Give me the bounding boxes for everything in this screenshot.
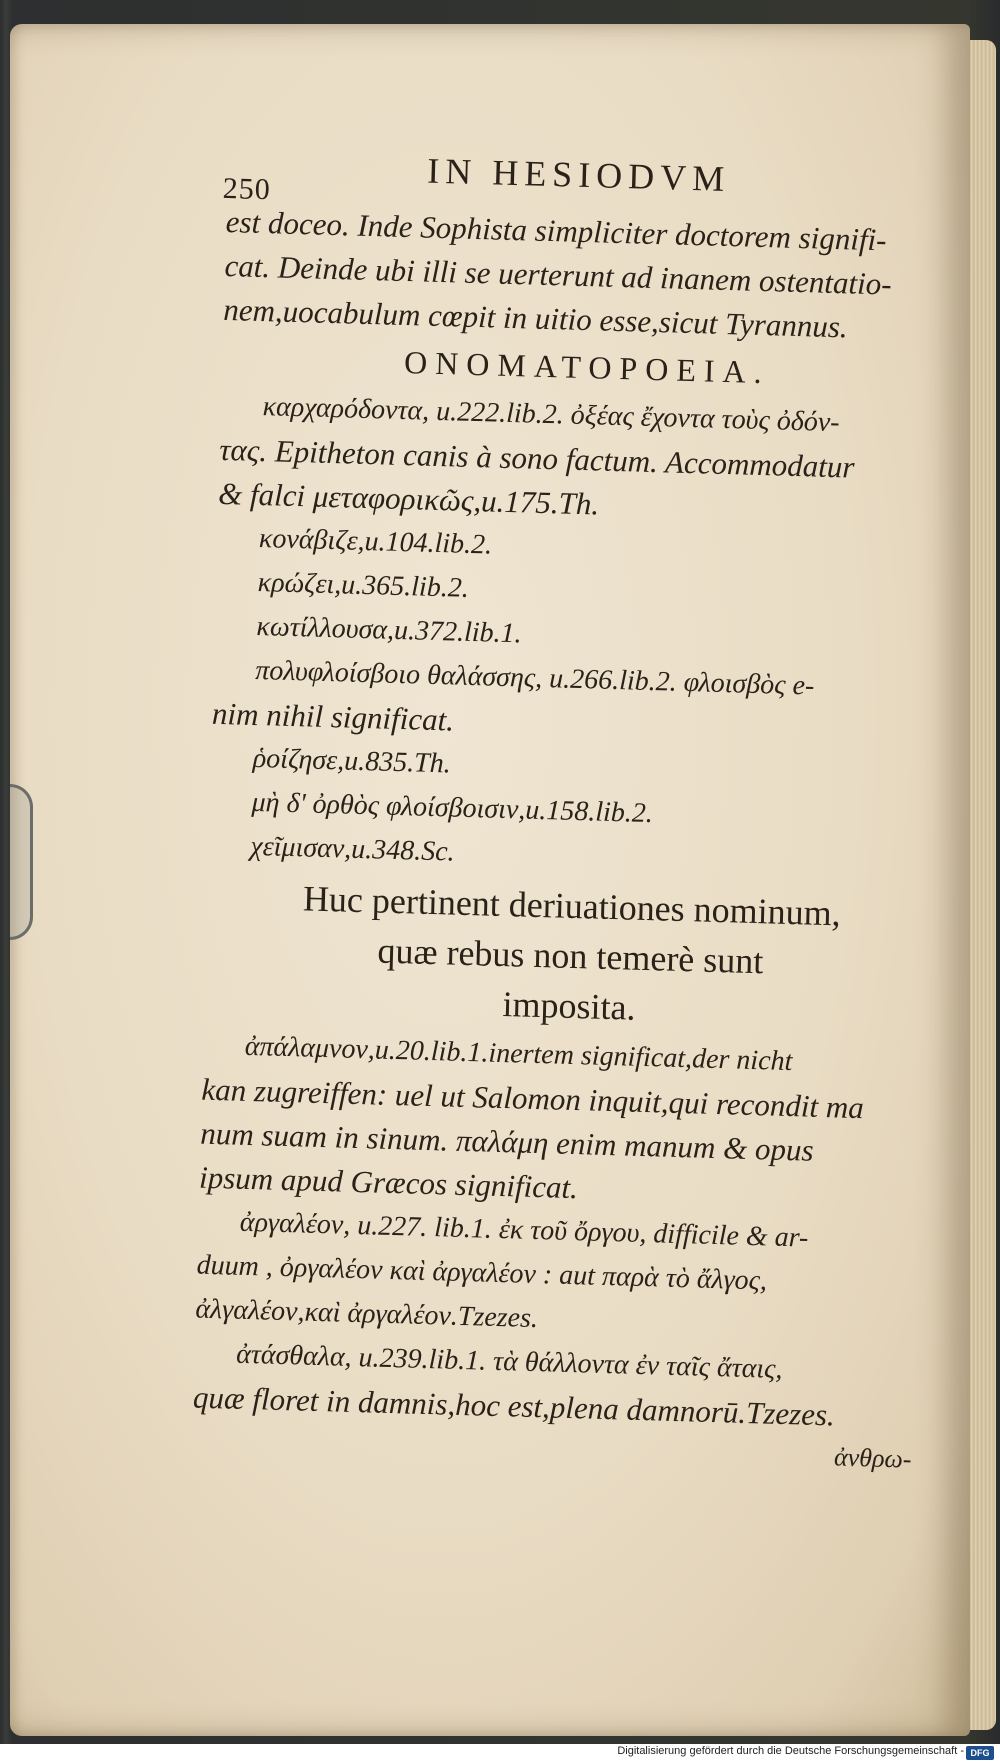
text-line: ἀλγαλέον,καὶ ἀργαλέον.Tzezes. [195,1293,539,1335]
running-head: IN HESIODVM [426,150,731,200]
catchword: ἀνθρω- [833,1442,912,1474]
text-line: χεῖμισαν,u.348.Sc. [249,830,456,868]
text-line: quæ floret in damnis,hoc est,plena damnorū.Tzezes. [192,1379,836,1433]
text-line: μὴ δ' ὀρθὸς φλοίσβοισιν,u.158.lib.2. [251,786,654,830]
text-line: τας. Epitheton canis à sono factum. Accommodatur [218,431,855,485]
text-line: nem,uocabulum cœpit in uitio esse,sicut Tyrannus. [222,291,849,345]
subheading [204,874,938,1038]
text-line: kan zugreiffen: uel ut Salomon inquit,qui recondit ma [201,1071,865,1126]
text-line: duum , ὀργαλέον καὶ ἀργαλέον : aut παρὰ τὸ ἄλγος, [196,1249,768,1297]
footer-credit: Digitalisierung gefördert durch die Deutsche Forschungsgemeinschaft - [617,1745,964,1757]
text-line: cat. Deinde ubi illi se uerterunt ad inanem ostentatio- [224,247,893,302]
text-line: κωτίλλουσα,u.372.lib.1. [256,610,523,650]
text-line: nim nihil significat. [211,695,455,738]
page-number: 250 [222,171,272,207]
derivation-entries [192,1024,933,1440]
page-edges [968,40,996,1730]
text-line: ἀπάλαμνον,u.20.lib.1.inertem significat,der nicht [244,1030,793,1078]
subheading-line: quæ rebus non temerè sunt [377,930,764,982]
dfg-logo: DFG [966,1746,994,1760]
text-line: πολυφλοίσβοιο θαλάσσης, u.266.lib.2. φλοισβὸς e- [254,654,815,702]
text-line: & falci μεταφορικῶς,u.175.Th. [217,475,600,522]
text-line: ῥοίζησε,u.835.Th. [252,742,452,780]
text-line: καρχαρόδοντα, u.222.lib.2. ὀξέας ἔχοντα τοὺς ὀδόν- [262,391,841,439]
text-line: κονάβιζε,u.104.lib.2. [258,523,493,561]
section-heading: ONOMATOPOEIA. [403,344,771,391]
subheading-line: Huc pertinent deriuationes nominum, [302,878,842,934]
page-text [191,144,957,1480]
book-page [10,24,970,1736]
text-line: ἀτάσθαλα, u.239.lib.1. τὰ θάλλοντα ἐν ταῖς ἄταις, [235,1338,783,1385]
text-line: ἀργαλέον, u.227. lib.1. ἐκ τοῦ ὄργου, difficile & ar- [239,1206,809,1254]
intro-paragraph [223,200,956,352]
subheading-line: imposita. [502,984,637,1028]
onomatopoeia-entries [208,384,951,888]
text-line: κρώζει,u.365.lib.2. [257,567,470,604]
text-line: ipsum apud Græcos significat. [198,1159,579,1206]
text-line: est doceo. Inde Sophista simpliciter doctorem signifi- [225,203,888,258]
book-clasp [10,784,33,940]
text-line: num suam in sinum. παλάμη enim manum & opus [199,1115,815,1168]
